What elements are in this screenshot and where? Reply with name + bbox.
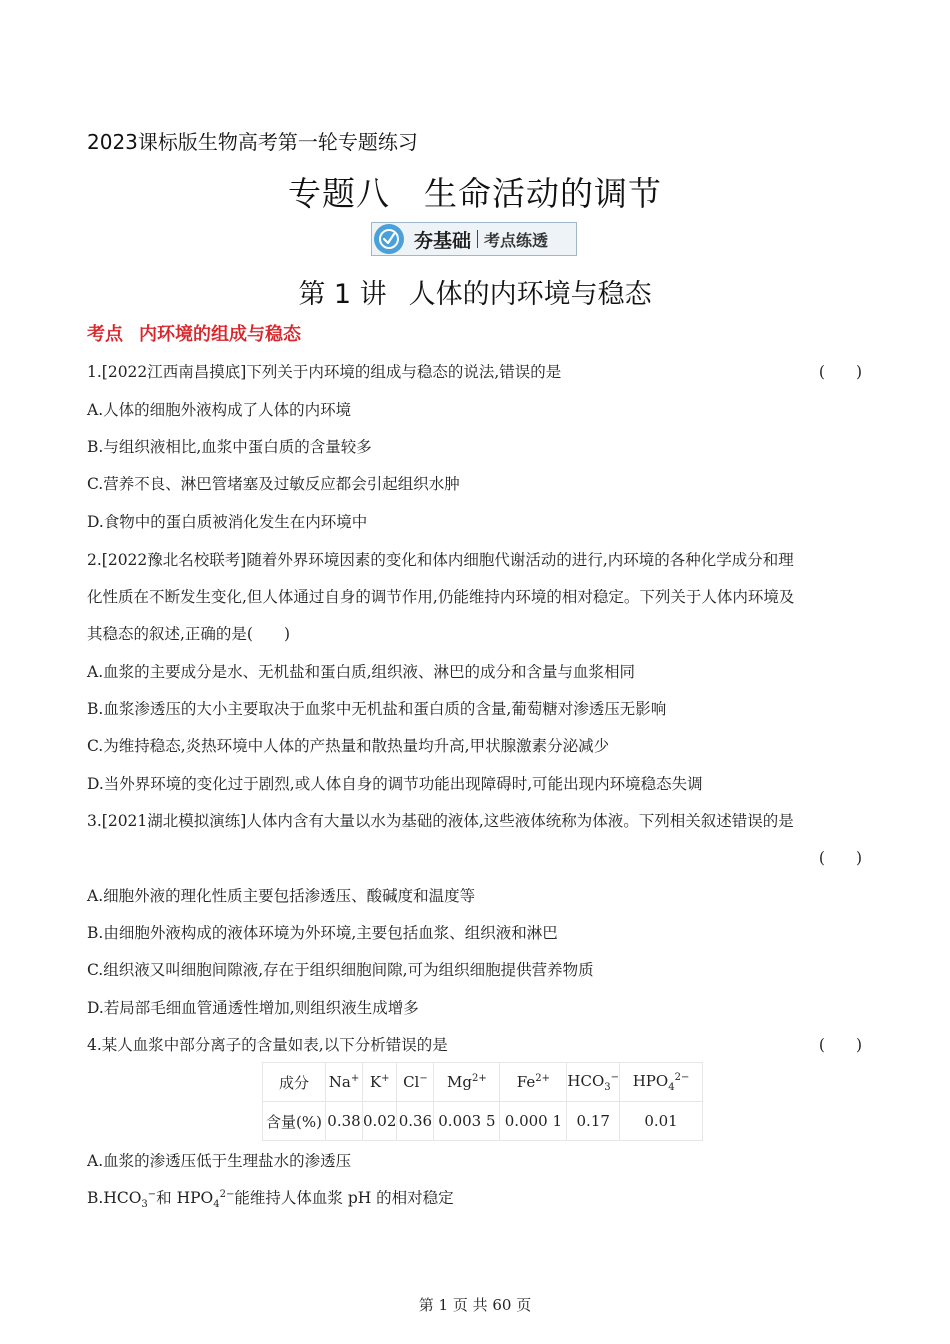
- lesson-title: [0, 272, 950, 311]
- table-row: [263, 1102, 703, 1141]
- table-ion-cell: Na+: [326, 1063, 363, 1102]
- document-header: 2023课标版生物高考第一轮专题练习: [87, 130, 418, 154]
- section-name: 内环境的组成与稳态: [139, 324, 301, 345]
- q2-option-a: A.血浆的主要成分是水、无机盐和蛋白质,组织液、淋巴的成分和含量与血浆相同: [87, 663, 636, 681]
- topic-title: [0, 168, 950, 215]
- section-heading: [87, 320, 301, 346]
- q3-option-c: C.组织液又叫细胞间隙液,存在于组织细胞间隙,可为组织细胞提供营养物质: [87, 961, 594, 979]
- q1-answer-paren: ( ): [818, 363, 862, 381]
- table-ion-cell: $HCO_3^-$: [567, 1063, 620, 1102]
- q4-stem: 4.某人血浆中部分离子的含量如表,以下分析错误的是: [87, 1036, 448, 1054]
- q2-stem-line-1: 2.[2022豫北名校联考]随着外界环境因素的变化和体内细胞代谢活动的进行,内环境的各种化学成分和理: [87, 551, 794, 569]
- q3-option-d: D.若局部毛细血管通透性增加,则组织液生成增多: [87, 999, 419, 1017]
- table-header-cell: 成分: [263, 1063, 326, 1102]
- section-label: 考点: [87, 324, 123, 345]
- q2-option-b: B.血浆渗透压的大小主要取决于血浆中无机盐和蛋白质的含量,葡萄糖对渗透压无影响: [87, 700, 667, 718]
- q3-stem: 3.[2021湖北模拟演练]人体内含有大量以水为基础的液体,这些液体统称为体液。下列相关叙述错误的是: [87, 812, 794, 830]
- table-header-cell: 含量(%): [263, 1102, 326, 1141]
- q1-option-d: D.食物中的蛋白质被消化发生在内环境中: [87, 513, 368, 531]
- q2-option-d: D.当外界环境的变化过于剧烈,或人体自身的调节功能出现障碍时,可能出现内环境稳态失调: [87, 775, 703, 793]
- q2-option-c: C.为维持稳态,炎热环境中人体的产热量和散热量均升高,甲状腺激素分泌减少: [87, 737, 610, 755]
- checkmark-logo-icon: [374, 224, 404, 254]
- section-badge: [371, 222, 577, 256]
- table-value-cell: 0.02: [363, 1102, 397, 1141]
- table-value-cell: 0.17: [567, 1102, 620, 1141]
- table-value-cell: 0.003 5: [434, 1102, 500, 1141]
- q4-option-a: A.血浆的渗透压低于生理盐水的渗透压: [87, 1152, 352, 1170]
- table-ion-cell: Cl−: [397, 1063, 434, 1102]
- q1-option-b: B.与组织液相比,血浆中蛋白质的含量较多: [87, 438, 372, 456]
- table-row: [263, 1063, 703, 1102]
- table-ion-cell: $Mg^{2+}$: [434, 1063, 500, 1102]
- badge-sub-label: 考点练透: [484, 230, 549, 250]
- table-value-cell: 0.38: [326, 1102, 363, 1141]
- lesson-name: 人体的内环境与稳态: [408, 279, 652, 310]
- page-number: 第 1 页 共 60 页: [418, 1296, 532, 1314]
- ion-content-table: [262, 1062, 703, 1141]
- badge-divider: [477, 230, 478, 248]
- table-ion-cell: K+: [363, 1063, 397, 1102]
- q2-stem-line-2: 化性质在不断发生变化,但人体通过自身的调节作用,仍能维持内环境的相对稳定。下列关于人体内环境及: [87, 588, 795, 606]
- q3-answer-paren: ( ): [818, 849, 862, 867]
- q1-stem: 1.[2022江西南昌摸底]下列关于内环境的组成与稳态的说法,错误的是: [87, 363, 562, 381]
- table-value-cell: 0.01: [620, 1102, 703, 1141]
- table-value-cell: 0.36: [397, 1102, 434, 1141]
- q1-option-c: C.营养不良、淋巴管堵塞及过敏反应都会引起组织水肿: [87, 475, 460, 493]
- table-ion-cell: $HPO_4^{2-}$: [620, 1063, 703, 1102]
- q4-answer-paren: ( ): [818, 1036, 862, 1054]
- q1-option-a: A.人体的细胞外液构成了人体的内环境: [87, 401, 352, 419]
- topic-number: 专题八: [288, 174, 390, 213]
- q3-option-a: A.细胞外液的理化性质主要包括渗透压、酸碱度和温度等: [87, 887, 476, 905]
- q4-option-b: $B.HCO_3^-$和 $HPO_4^{2-}$能维持人体血浆 pH 的相对稳定: [87, 1188, 454, 1211]
- badge-main-label: 夯基础: [414, 229, 472, 252]
- lesson-number: 第 1 讲: [298, 279, 387, 310]
- table-ion-cell: $Fe^{2+}$: [500, 1063, 567, 1102]
- q3-option-b: B.由细胞外液构成的液体环境为外环境,主要包括血浆、组织液和淋巴: [87, 924, 558, 942]
- q2-stem-line-3: 其稳态的叙述,正确的是( ): [87, 625, 291, 643]
- table-value-cell: 0.000 1: [500, 1102, 567, 1141]
- topic-name: 生命活动的调节: [424, 174, 662, 213]
